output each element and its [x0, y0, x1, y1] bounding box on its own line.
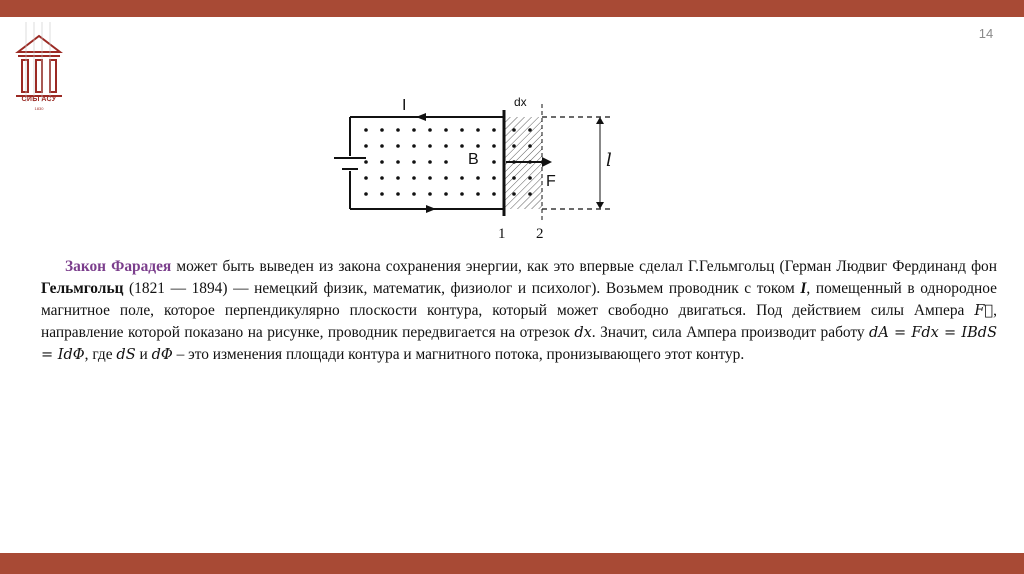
field-dot: [428, 160, 432, 164]
label-field: B: [468, 151, 479, 168]
field-dot: [396, 144, 400, 148]
field-dot: [476, 128, 480, 132]
field-dot: [460, 144, 464, 148]
main-paragraph: [41, 256, 997, 366]
field-dot: [444, 192, 448, 196]
label-current: I: [402, 97, 407, 114]
field-dot: [492, 128, 496, 132]
field-dot: [444, 128, 448, 132]
dphi-variable: dΦ: [151, 347, 173, 363]
field-dot: [364, 160, 368, 164]
label-length: l: [606, 150, 612, 171]
field-dot: [396, 192, 400, 196]
paragraph-text-2: (1821 — 1894) — немецкий физик, математик, физиолог и психолог). Возьмем проводник с током: [123, 280, 801, 297]
field-dot: [528, 176, 532, 180]
field-dot: [492, 192, 496, 196]
field-dot: [364, 144, 368, 148]
paragraph-text-5: . Значит, сила Ампера производит работу: [591, 324, 870, 341]
helmholtz-name: Гельмгольц: [41, 280, 124, 297]
field-dot: [380, 192, 384, 196]
field-dot: [412, 192, 416, 196]
field-dot: [460, 128, 464, 132]
field-dot: [380, 144, 384, 148]
field-dot: [396, 176, 400, 180]
field-dot: [460, 192, 464, 196]
field-dot: [512, 128, 516, 132]
field-dot: [412, 144, 416, 148]
paragraph-text-4: , направление которой показано на рисунке, проводник передвигается на отрезок: [41, 302, 997, 341]
field-dot: [412, 128, 416, 132]
current-arrow-bottom: [426, 205, 436, 213]
field-dot: [428, 192, 432, 196]
field-dot: [396, 160, 400, 164]
field-dot: [412, 176, 416, 180]
conductor-diagram: [330, 92, 630, 242]
field-dot: [364, 128, 368, 132]
field-dot: [528, 160, 532, 164]
field-dot: [512, 176, 516, 180]
field-dot: [492, 160, 496, 164]
faraday-law-term: Закон Фарадея: [65, 258, 172, 275]
label-dx: dx: [514, 95, 527, 109]
field-dot: [460, 176, 464, 180]
field-dot: [380, 128, 384, 132]
field-dot: [428, 176, 432, 180]
paragraph-text-3: , помещенный в однородное магнитное поле, которое перпендикулярно плоскости контура, который может свободно двигаться. Под действием силы Ампера: [41, 280, 998, 319]
work-formula: dA = Fdx = IBdS = IdΦ: [41, 325, 998, 363]
field-dot: [380, 176, 384, 180]
paragraph-text-7: и: [135, 346, 152, 363]
field-dot: [512, 160, 516, 164]
field-dot: [444, 176, 448, 180]
field-dot: [492, 176, 496, 180]
field-dot: [476, 192, 480, 196]
dx-variable: dx: [574, 325, 592, 341]
paragraph-text-6: , где: [84, 346, 117, 363]
field-dot: [428, 144, 432, 148]
label-position-2: 2: [536, 226, 544, 242]
field-dot: [512, 192, 516, 196]
paragraph-text-1: может быть выведен из закона сохранения энергии, как это впервые сделал Г.Гельмгольц (Герман Людвиг Фердинанд фон: [171, 258, 997, 275]
logo-caption: СИБГАСУ: [21, 96, 57, 103]
field-dot: [364, 176, 368, 180]
field-dot: [512, 144, 516, 148]
field-dot: [364, 192, 368, 196]
ds-variable: dS: [116, 347, 136, 363]
field-dot: [444, 144, 448, 148]
ampere-force-vector: F⃗: [974, 303, 994, 319]
label-position-1: 1: [498, 226, 506, 242]
field-dot: [412, 160, 416, 164]
field-dot: [528, 192, 532, 196]
field-dot: [528, 144, 532, 148]
field-dot: [492, 144, 496, 148]
field-dot: [476, 176, 480, 180]
field-dot: [428, 128, 432, 132]
current-variable: I: [800, 280, 807, 297]
field-dot: [396, 128, 400, 132]
field-dot: [444, 160, 448, 164]
paragraph-text-8: – это изменения площади контура и магнитного потока, пронизывающего этот контур.: [172, 346, 745, 363]
field-dot: [380, 160, 384, 164]
label-force: F: [546, 173, 556, 190]
bottom-accent-bar: [0, 553, 1024, 574]
current-arrow-top: [416, 113, 426, 121]
top-accent-bar: [0, 0, 1024, 17]
field-dot: [476, 144, 480, 148]
slide-number: 14: [978, 26, 994, 41]
logo-subcaption: 1830: [34, 106, 44, 111]
field-dot: [528, 128, 532, 132]
